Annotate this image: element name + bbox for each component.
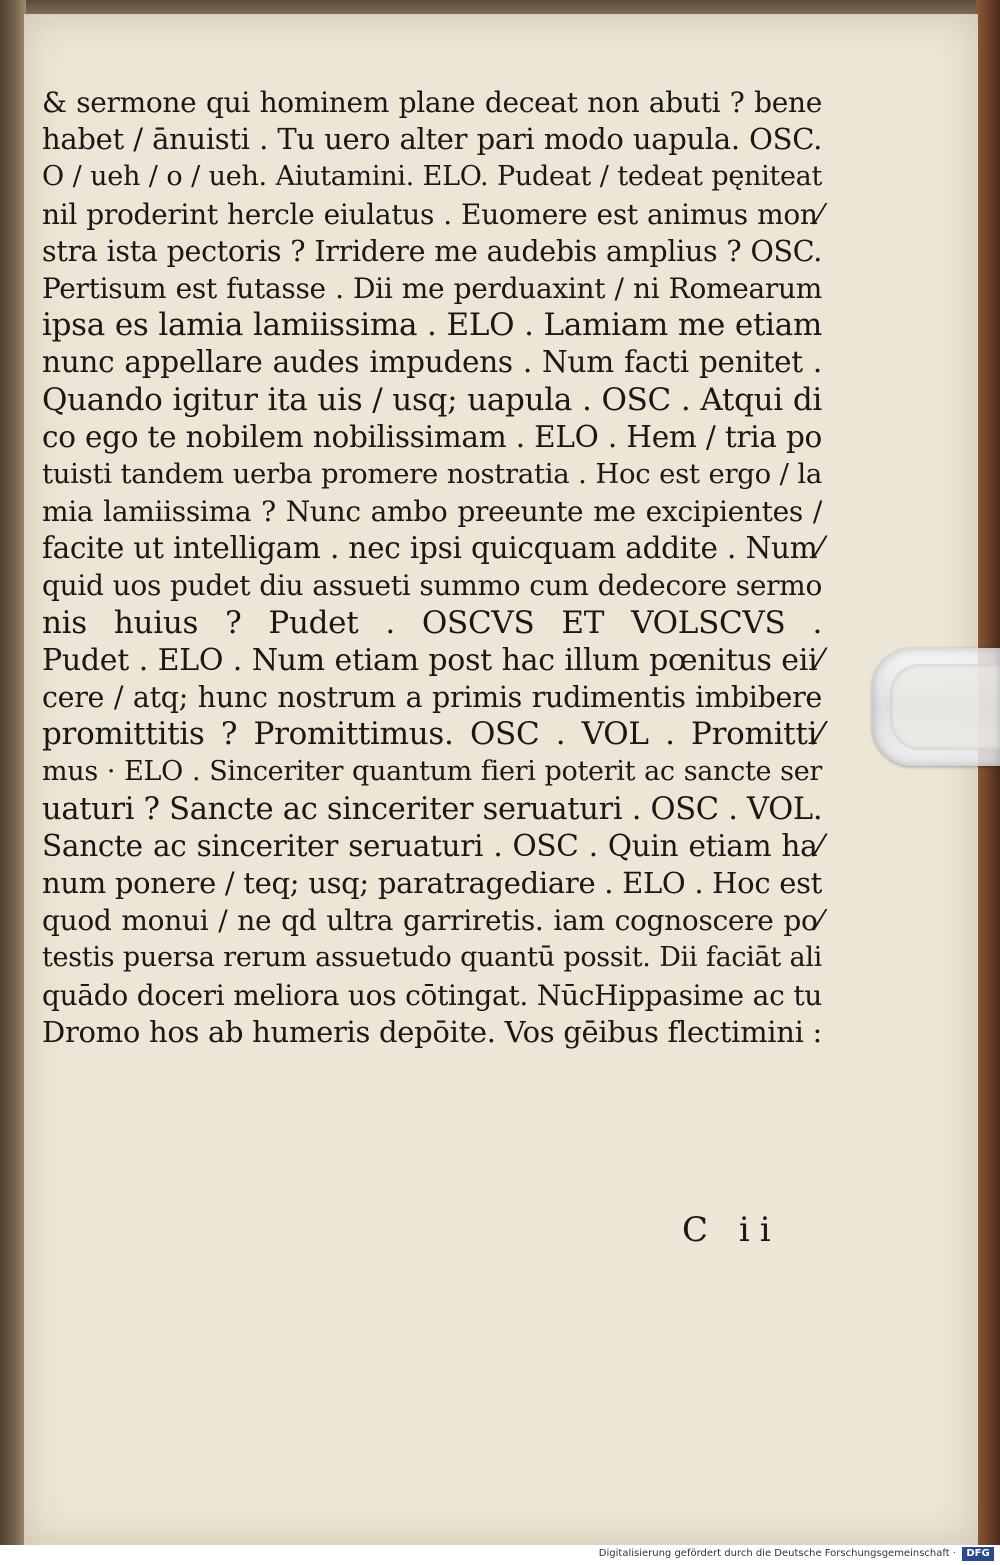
- text-line: mia lamiissima ? Nunc ambo preeunte me excipientes /: [42, 495, 822, 529]
- text-line: Sancte ac sinceriter seruaturi . OSC . Quin etiam ha⁄: [42, 828, 822, 863]
- text-line: nil proderint hercle eiulatus . Euomere est animus mon⁄: [42, 197, 822, 231]
- body-text: [42, 84, 822, 1051]
- book-page: [24, 14, 978, 1545]
- text-line: ipsa es lamia lamiissima . ELO . Lamiam me etiam: [42, 307, 822, 344]
- footer-credit: Digitalisierung gefördert durch die Deutsche Forschungsgemeinschaft ·: [598, 1548, 956, 1559]
- text-line: facite ut intelligam . nec ipsi quicquam addite . Num⁄: [42, 531, 822, 566]
- signature-mark: C ii: [682, 1210, 781, 1250]
- text-line: quādo doceri meliora uos cōtingat. NūcHippasime ac tu: [42, 978, 822, 1012]
- text-line: num ponere / teq; usq; paratragediare . ELO . Hoc est: [42, 865, 822, 900]
- text-line: co ego te nobilem nobilissimam . ELO . Hem / tria po: [42, 419, 822, 454]
- page-clip-inner: [890, 664, 1000, 750]
- text-line: Quando igitur ita uis / usq; uapula . OSC . Atqui di: [42, 381, 822, 418]
- text-line: mus · ELO . Sinceriter quantum fieri poterit ac sancte ser: [42, 756, 822, 788]
- text-line: cere / atq; hunc nostrum a primis rudimentis imbibere: [42, 681, 822, 714]
- text-line: & sermone qui hominem plane deceat non abuti ? bene: [42, 86, 822, 119]
- text-line: O / ueh / o / ueh. Aiutamini. ELO. Pudeat / tedeat pęniteat: [42, 161, 822, 193]
- text-line: nunc appellare audes impudens . Num facti penitet .: [42, 345, 822, 380]
- page-clip: [872, 648, 1000, 766]
- text-line: testis puersa rerum assuetudo quantū possit. Dii faciāt ali: [42, 942, 822, 974]
- text-line: tuisti tandem uerba promere nostratia . Hoc est ergo / la: [42, 457, 822, 490]
- text-line: nis huius ? Pudet . OSCVS ET VOLSCVS .: [42, 604, 822, 641]
- text-line: Pertisum est futasse . Dii me perduaxint / ni Romearum: [42, 271, 822, 305]
- text-line: Dromo hos ab humeris depōite. Vos gēibus flectimini :: [42, 1014, 822, 1049]
- text-line: quod monui / ne qd ultra garriretis. iam cognoscere po⁄: [42, 904, 822, 938]
- text-line: promittitis ? Promittimus. OSC . VOL . Promitti⁄: [42, 716, 822, 753]
- dfg-logo-icon: DFG: [962, 1547, 994, 1561]
- binding-board-right: [976, 0, 1000, 1545]
- binding-board-left: [0, 0, 26, 1545]
- footer-bar: [0, 1545, 1000, 1565]
- text-line: Pudet . ELO . Num etiam post hac illum pœnitus eii⁄: [42, 642, 822, 678]
- text-line: stra ista pectoris ? Irridere me audebis amplius ? OSC.: [42, 234, 822, 268]
- text-line: habet / ānuisti . Tu uero alter pari modo uapula. OSC.: [42, 122, 822, 157]
- text-line: quid uos pudet diu assueti summo cum dedecore sermo: [42, 569, 822, 603]
- text-line: uaturi ? Sancte ac sinceriter seruaturi . OSC . VOL.: [42, 791, 823, 827]
